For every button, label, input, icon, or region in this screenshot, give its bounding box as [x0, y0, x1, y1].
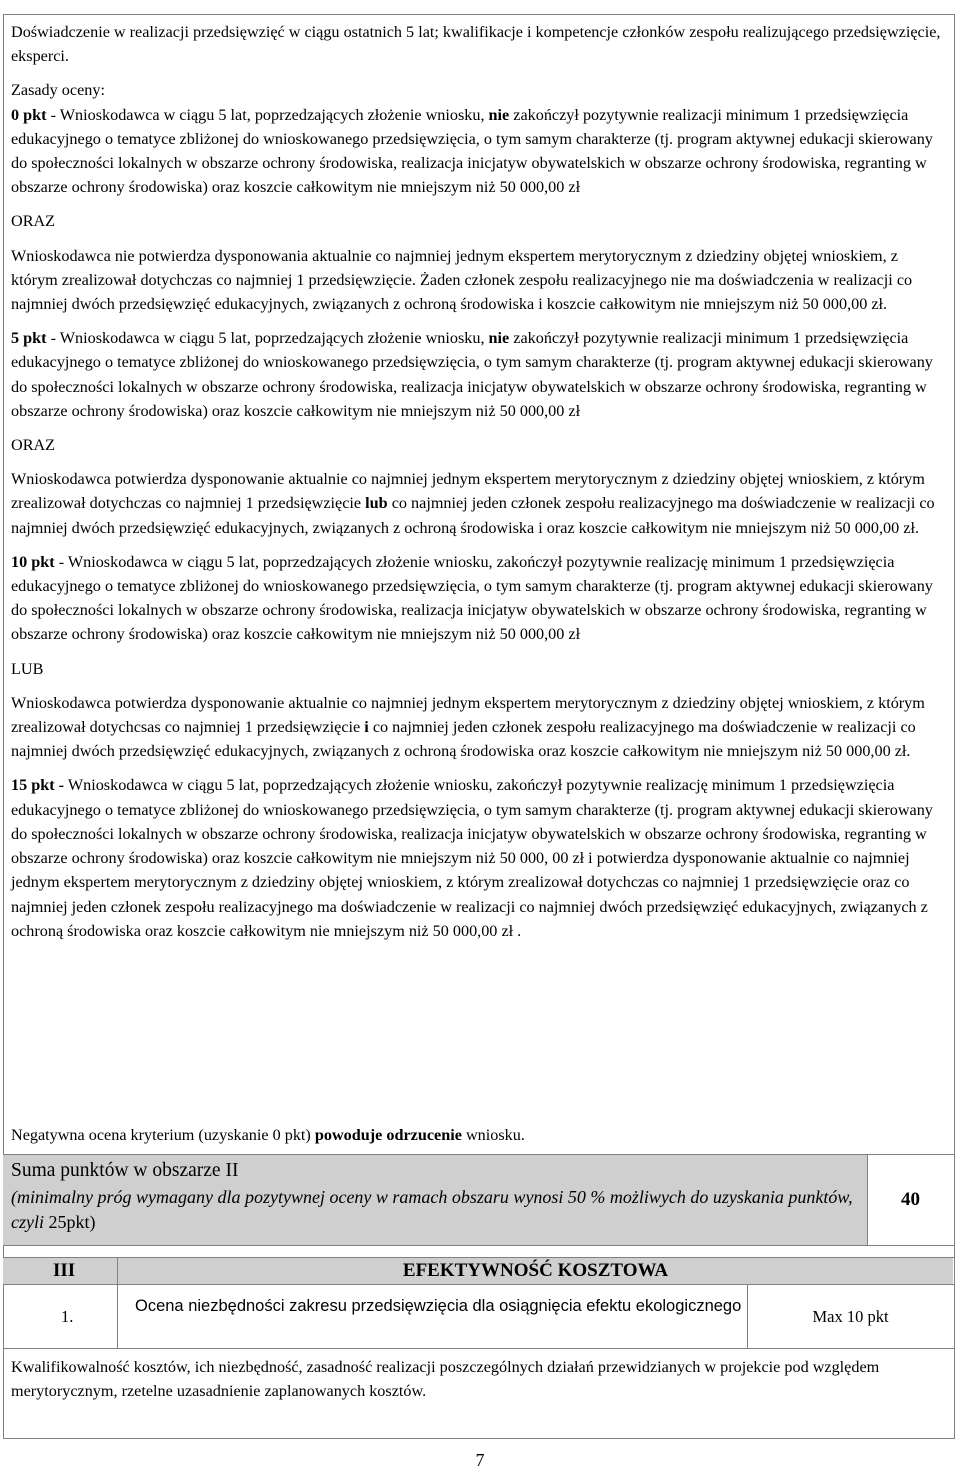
- bold-run: 15 pkt -: [11, 776, 65, 795]
- text-run: LUB: [11, 659, 44, 678]
- criteria-paragraph: [11, 467, 941, 540]
- criterion-details: Kwalifikowalność kosztów, ich niezbędność, zasadność realizacji poszczególnych działań przewidzianych w projekcie pod względem merytorycznym, rzetelne uzasadnienie zaplanowanych kosztów.: [11, 1358, 880, 1400]
- criterion-row: [3, 1285, 955, 1349]
- section-title: EFEKTYWNOŚĆ KOSZTOWA: [118, 1258, 953, 1284]
- text-run: Wnioskodawca potwierdza dysponowanie aktualnie co najmniej jednym ekspertem merytorycznym z dziedziny objętej wnioskiem, z którym zrealizował dotychcsas co najmniej 1 przedsięwzięcie: [11, 693, 925, 737]
- text-run: co najmniej jeden członek zespołu realizacyjnego ma doświadczenie w realizacji co najmniej dwóch przedsięwzięć edukacyjnych, związanych z ochroną środowiska i oraz koszcie całkowitym nie mniejszym niż 50 000,00 zł.: [11, 494, 935, 537]
- bold-run: nie: [488, 329, 510, 348]
- criteria-paragraph: [11, 550, 941, 647]
- text-run: Wnioskodawca w ciągu 5 lat, poprzedzających złożenie wniosku, zakończył pozytywnie realizację minimum 1 przedsięwzięcia edukacyjnego o tematyce zbliżonej do wnioskowanego przedsięwzięcia, o tym samym charakterze (tj. program aktywnej edukacji skierowany do społeczności lokalnych w obszarze ochrony środowiska, realizacja inicjatyw obywatelskich w obszarze ochrony środowiska, regranting w obszarze ochrony środowiska) oraz koszcie całkowitym nie mniejszym niż 50 000, 00 zł i potwierdza dysponowanie aktualnie co najmniej jednym ekspertem merytorycznym z dziedziny objętej wnioskiem, z którym zrealizował dotychczas co najmniej 1 przedsięwzięcie oraz co najmniej jeden członek zespołu realizacyjnego ma doświadczenie w realizacji co najmniej dwóch przedsięwzięć edukacyjnych, związanych z ochroną środowiska oraz koszcie całkowitym nie mniejszym niż 50 000,00 zł .: [11, 776, 933, 940]
- text-run: Wnioskodawca potwierdza dysponowanie aktualnie co najmniej jednym ekspertem merytorycznym z dziedziny objętej wnioskiem, z którym zrealizował dotychczas co najmniej 1 przedsięwzięcie: [11, 470, 925, 513]
- text-run: Wnioskodawca nie potwierdza dysponowania aktualnie co najmniej jednym ekspertem merytorycznym z dziedziny objętej wnioskiem, z którym zrealizował dotychczas co najmniej 1 przedsięwzięcie. Żaden członek zespołu realizacyjnego nie ma doświadczenia w realizacji co najmniej dwóch przedsięwzięć edukacyjnych, związanych z ochroną środowiska i koszcie całkowitym nie mniejszym niż 50 000,00 zł.: [11, 246, 913, 314]
- criteria-paragraph: [11, 691, 941, 764]
- criterion-max-points: Max 10 pkt: [812, 1306, 889, 1326]
- text-run: - Wnioskodawca w ciągu 5 lat, poprzedzających złożenie wniosku, zakończył pozytywnie realizację minimum 1 przedsięwzięcia edukacyjnego o tematyce zbliżonej do wnioskowanego przedsięwzięcia, o tym samym charakterze (tj. program aktywnej edukacji skierowany do społeczności lokalnych w obszarze ochrony środowiska, realizacja inicjatyw obywatelskich w obszarze ochrony środowiska, regranting w obszarze ochrony środowiska) oraz koszcie całkowitym nie mniejszym niż 50 000,00 zł: [11, 552, 933, 644]
- criteria-paragraph: [11, 209, 941, 233]
- criterion-description: Ocena niezbędności zakresu przedsięwzięcia dla osiągnięcia efektu ekologicznego: [118, 1285, 748, 1348]
- summary-title: Suma punktów w obszarze II: [11, 1160, 239, 1181]
- criterion-number: 1.: [3, 1285, 118, 1348]
- bold-run: 5 pkt: [11, 329, 47, 348]
- negative-bold: powoduje odrzucenie: [314, 1126, 462, 1144]
- bold-run: 10 pkt: [11, 552, 55, 571]
- summary-score: 40: [901, 1189, 920, 1210]
- text-run: Zasady oceny:: [11, 81, 105, 100]
- negative-evaluation-note: [11, 1123, 941, 1147]
- text-run: zakończył pozytywnie realizacji minimum 1 przedsięwzięcia edukacyjnego o tematyce zbliżonej do wnioskowanego przedsięwzięcia, o tym samym charakterze (tj. program aktywnej edukacji skierowany do społeczności lokalnych w obszarze ochrony środowiska, realizacja inicjatyw obywatelskich w obszarze ochrony środowiska, regranting w obszarze ochrony środowiska) oraz koszcie całkowitym nie mniejszym niż 50 000,00 zł: [11, 329, 933, 420]
- text-run: ORAZ: [11, 212, 56, 231]
- summary-note: [11, 1185, 859, 1235]
- criteria-paragraph: [11, 326, 941, 423]
- page-number: 7: [475, 1450, 485, 1470]
- section-header-row: [3, 1257, 955, 1285]
- criteria-paragraph: [11, 773, 941, 942]
- criteria-paragraph: [11, 244, 941, 317]
- summary-note-italic: (minimalny próg wymagany dla pozytywnej oceny w ramach obszaru wynosi 50 % możliwych do uzyskania punktów, czyli: [11, 1187, 853, 1232]
- criteria-text: [11, 20, 941, 943]
- bold-run: i: [364, 718, 369, 737]
- summary-row: [3, 1154, 955, 1246]
- criteria-paragraph: [11, 78, 941, 102]
- text-run: - Wnioskodawca w ciągu 5 lat, poprzedzających złożenie wniosku,: [46, 329, 489, 348]
- summary-label-cell: [3, 1155, 868, 1245]
- criteria-paragraph: [11, 433, 941, 457]
- negative-prefix: Negatywna ocena kryterium (uzyskanie 0 pkt): [11, 1126, 315, 1144]
- text-run: - Wnioskodawca w ciągu 5 lat, poprzedzających złożenie wniosku,: [46, 105, 489, 124]
- text-run: Doświadczenie w realizacji przedsięwzięć w ciągu ostatnich 5 lat; kwalifikacje i kompetencje członków zespołu realizującego przedsięwzięcie, eksperci.: [11, 23, 941, 66]
- summary-note-plain: 25pkt): [48, 1212, 96, 1232]
- negative-suffix: wniosku.: [461, 1126, 525, 1144]
- text-run: co najmniej jeden członek zespołu realizacyjnego ma doświadczenie w realizacji co najmniej dwóch przedsięwzięć edukacyjnych, związanych z ochroną środowiska oraz koszcie całkowitym nie mniejszym niż 50 000,00 zł.: [11, 718, 916, 761]
- text-run: zakończył pozytywnie realizacji minimum 1 przedsięwzięcia edukacyjnego o tematyce zbliżonej do wnioskowanego przedsięwzięcia, o tym samym charakterze (tj. program aktywnej edukacji skierowany do społeczności lokalnych w obszarze ochrony środowiska, realizacja inicjatyw obywatelskich w obszarze ochrony środowiska, regranting w obszarze ochrony środowiska) oraz koszcie całkowitym nie mniejszym niż 50 000,00 zł: [11, 105, 933, 197]
- bold-run: nie: [488, 105, 510, 124]
- criteria-paragraph: [11, 657, 941, 681]
- section-number: III: [3, 1258, 118, 1284]
- criteria-paragraph: [11, 103, 941, 200]
- bold-run: 0 pkt: [11, 105, 47, 124]
- text-run: ORAZ: [11, 436, 56, 455]
- criteria-paragraph: [11, 20, 941, 68]
- bold-run: lub: [365, 494, 388, 513]
